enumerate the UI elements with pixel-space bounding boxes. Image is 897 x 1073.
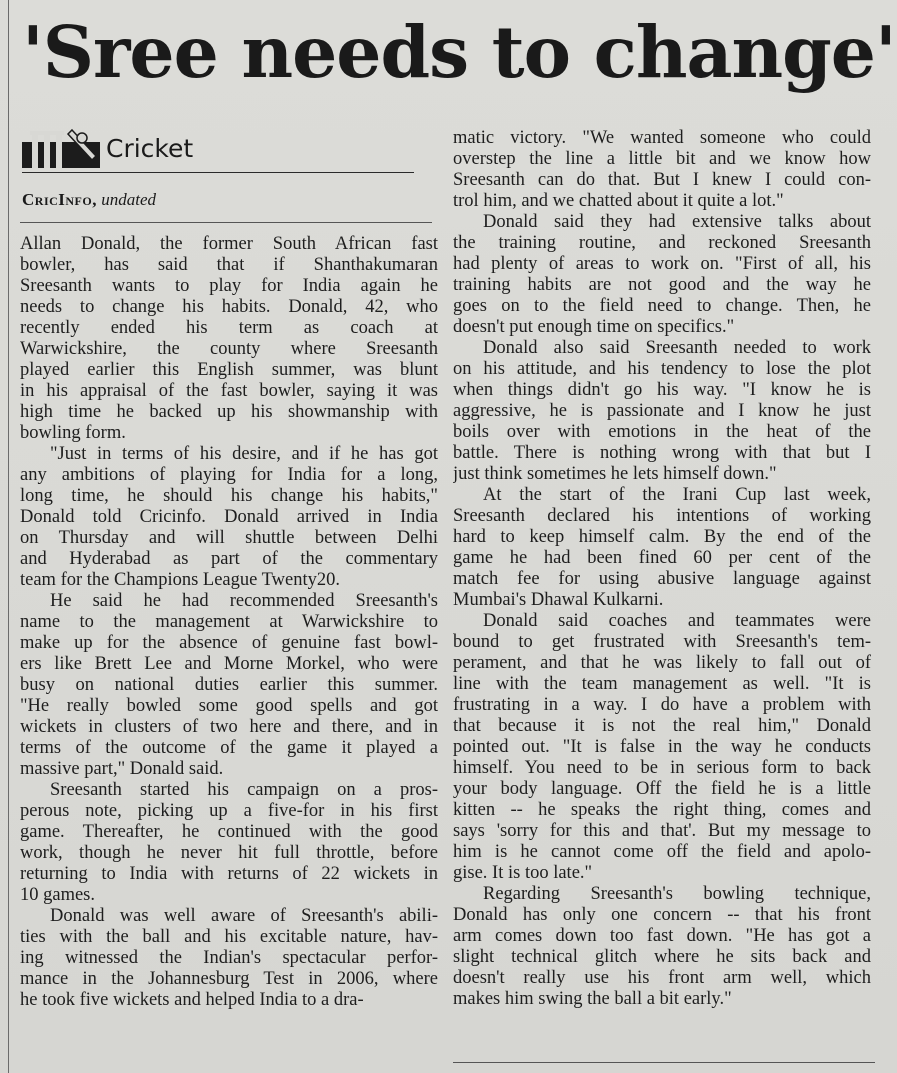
text-line: on Thursday and will shuttle between Delhi (20, 528, 438, 548)
text-line: bowling form. (20, 423, 126, 443)
text-line: Warwickshire, the county where Sreesanth (20, 339, 438, 359)
text-line: Sreesanth started his campaign on a pros- (50, 780, 438, 800)
text-line: doesn't really use his front arm well, which (453, 968, 871, 988)
text-line: trol him, and we chatted about it quite a lot." (453, 191, 784, 211)
cricket-stumps-icon (22, 128, 100, 168)
text-line: him is he cannot come off the field and apolo- (453, 842, 871, 862)
text-line: busy on national duties earlier this summer. (20, 675, 438, 695)
text-line: says 'sorry for this and that'. But my message to (453, 821, 871, 841)
text-line: himself. You need to be in serious form to back (453, 758, 871, 778)
text-line: bound to get frustrated with Sreesanth's tem- (453, 632, 871, 652)
text-line: high time he backed up his showmanship with (20, 402, 438, 422)
text-line: Donald said coaches and teammates were (483, 611, 871, 631)
byline-date: undated (101, 190, 157, 209)
text-line: ties with the ball and his excitable nature, hav- (20, 927, 438, 947)
text-line: training habits are not good and the way he (453, 275, 871, 295)
text-line: had plenty of areas to work on. "First of all, his (453, 254, 871, 274)
text-line: your body language. Off the field he is a little (453, 779, 871, 799)
text-line: he took five wickets and helped India to a dra- (20, 990, 364, 1010)
text-line: when things didn't go his way. "I know he is (453, 380, 871, 400)
byline (22, 190, 156, 210)
text-line: wickets in clusters of two here and there, and in (20, 717, 438, 737)
column-rule (8, 0, 9, 1073)
text-line: matic victory. "We wanted someone who could (453, 128, 871, 148)
left-column (20, 234, 438, 1011)
text-line: slight technical glitch where he sits back and (453, 947, 871, 967)
text-line: Sreesanth declared his intentions of working (453, 506, 871, 526)
text-line: aggressive, he is passionate and I know he just (453, 401, 871, 421)
text-line: on his attitude, and his tendency to lose the plot (453, 359, 871, 379)
text-line: Donald has only one concern -- that his front (453, 905, 871, 925)
section-tag (22, 126, 414, 176)
text-line: Allan Donald, the former South African fast (20, 234, 438, 254)
text-line: any ambitions of playing for India for a long, (20, 465, 438, 485)
section-rule (22, 172, 414, 173)
text-line: Sreesanth can do that. But I knew I could con- (453, 170, 871, 190)
byline-source: CricInfo, (22, 190, 97, 209)
text-line: "Just in terms of his desire, and if he has got (50, 444, 438, 464)
text-line: He said he had recommended Sreesanth's (50, 591, 438, 611)
text-line: just think sometimes he lets himself down." (453, 464, 777, 484)
text-line: that because it is not the real him," Donald (453, 716, 871, 736)
text-line: Sreesanth wants to play for India again he (20, 276, 438, 296)
text-line: goes on to the field need to change. Then, he (453, 296, 871, 316)
text-line: match fee for using abusive language against (453, 569, 871, 589)
text-line: team for the Champions League Twenty20. (20, 570, 340, 590)
text-line: massive part," Donald said. (20, 759, 224, 779)
text-line: line with the team management as well. "It is (453, 674, 871, 694)
text-line: perous note, picking up a five-for in his first (20, 801, 438, 821)
text-line: the training routine, and reckoned Sreesanth (453, 233, 871, 253)
text-line: battle. There is nothing wrong with that but I (453, 443, 871, 463)
text-line: make up for the absence of genuine fast bowl- (20, 633, 438, 653)
text-line: Donald told Cricinfo. Donald arrived in India (20, 507, 438, 527)
text-line: kitten -- he speaks the right thing, comes and (453, 800, 871, 820)
section-label: Cricket (106, 134, 194, 163)
text-line: ing witnessed the Indian's spectacular perfor- (20, 948, 438, 968)
text-line: makes him swing the ball a bit early." (453, 989, 732, 1009)
text-line: recently ended his term as coach at (20, 318, 438, 338)
text-line: gise. It is too late." (453, 863, 593, 883)
text-line: "He really bowled some good spells and got (20, 696, 438, 716)
text-line: frustrating in a way. I do have a problem with (453, 695, 871, 715)
text-line: At the start of the Irani Cup last week, (483, 485, 871, 505)
text-line: returning to India with returns of 22 wickets in (20, 864, 438, 884)
text-line: needs to change his habits. Donald, 42, who (20, 297, 438, 317)
text-line: played earlier this English summer, was blunt (20, 360, 438, 380)
text-line: overstep the line a little bit and we know how (453, 149, 871, 169)
text-line: perament, and that he was likely to fall out of (453, 653, 871, 673)
text-line: Donald said they had extensive talks about (483, 212, 871, 232)
byline-rule (20, 222, 432, 223)
text-line: 10 games. (20, 885, 96, 905)
text-line: terms of the outcome of the game it played a (20, 738, 438, 758)
text-line: bowler, has said that if Shanthakumaran (20, 255, 438, 275)
headline: 'Sree needs to change' (22, 10, 896, 94)
text-line: work, though he never hit full throttle, before (20, 843, 438, 863)
text-line: doesn't put enough time on specifics." (453, 317, 735, 337)
text-line: mance in the Johannesburg Test in 2006, where (20, 969, 438, 989)
text-line: Donald was well aware of Sreesanth's abili- (50, 906, 438, 926)
text-line: game he had been fined 60 per cent of the (453, 548, 871, 568)
right-column (453, 128, 871, 1010)
text-line: and Hyderabad as part of the commentary (20, 549, 438, 569)
text-line: boils over with emotions in the heat of the (453, 422, 871, 442)
text-line: long time, he should his change his habits," (20, 486, 438, 506)
text-line: Donald also said Sreesanth needed to work (483, 338, 871, 358)
text-line: Regarding Sreesanth's bowling technique, (483, 884, 871, 904)
text-line: pointed out. "It is false in the way he conducts (453, 737, 871, 757)
text-line: in his appraisal of the fast bowler, saying it was (20, 381, 438, 401)
text-line: hard to keep himself calm. By the end of the (453, 527, 871, 547)
text-line: arm comes down too fast down. "He has got a (453, 926, 871, 946)
bottom-rule (453, 1062, 875, 1063)
text-line: Mumbai's Dhawal Kulkarni. (453, 590, 664, 610)
text-line: ers like Brett Lee and Morne Morkel, who were (20, 654, 438, 674)
text-line: game. Thereafter, he continued with the good (20, 822, 438, 842)
text-line: name to the management at Warwickshire to (20, 612, 438, 632)
